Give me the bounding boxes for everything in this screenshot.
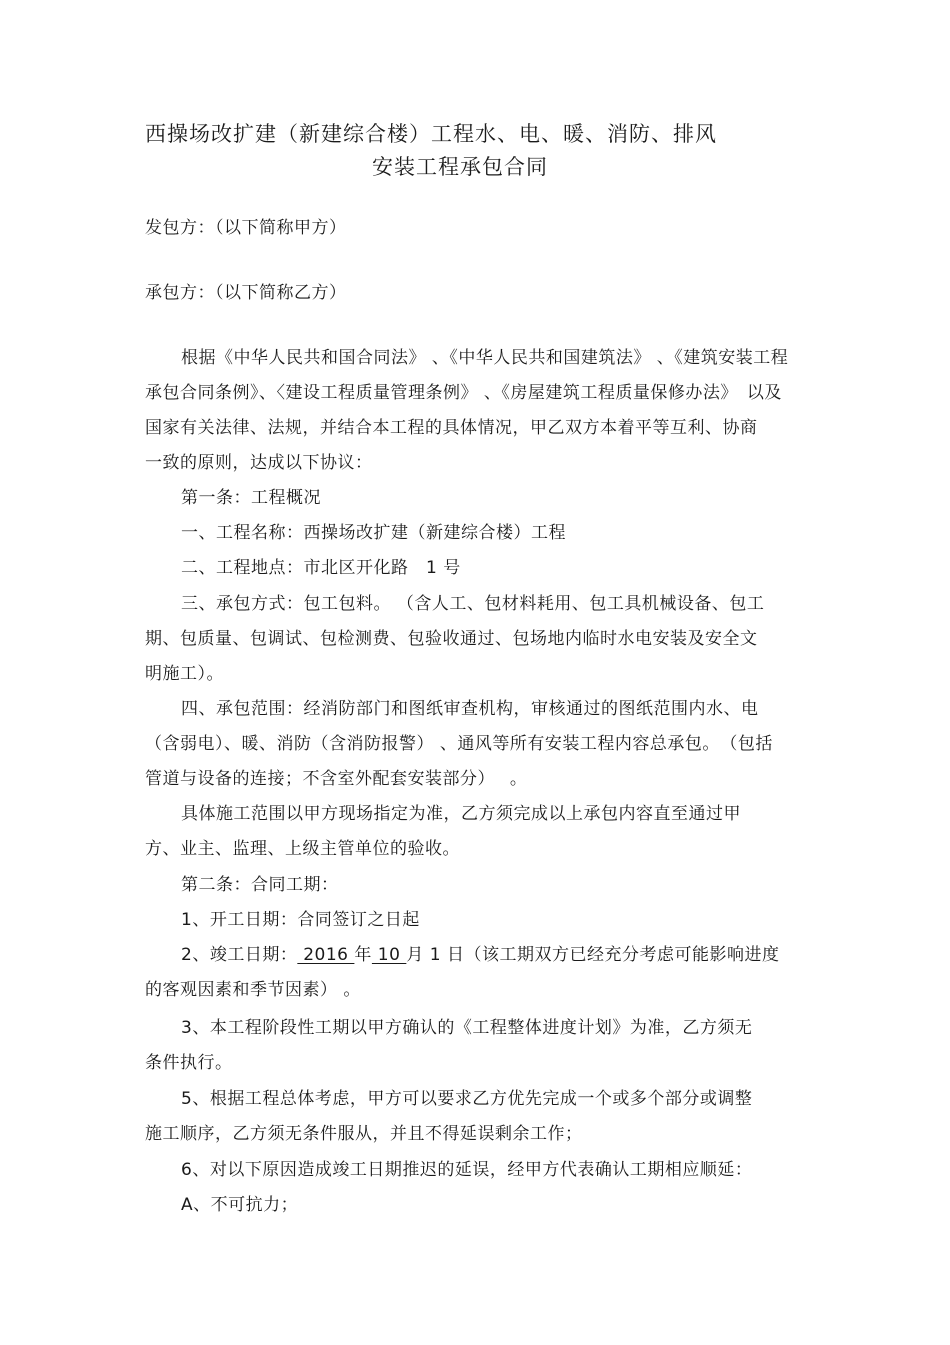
article1-heading: 第一条：工程概况 [181, 488, 321, 508]
contract-mode-line-3: 明施工）。 [145, 664, 224, 684]
priority-line-1: 5、根据工程总体考虑，甲方可以要求乙方优先完成一个或多个部分或调整 [181, 1089, 753, 1109]
end-date-prefix: 2、竣工日期： [181, 945, 298, 965]
preamble-line-4: 一致的原则，达成以下协议： [145, 453, 373, 473]
contract-mode-line-2: 期、包质量、包调试、包检测费、包验收通过、包场地内临时水电安装及安全文 [145, 629, 758, 649]
end-date-year-unit: 年 [354, 945, 372, 965]
start-date: 1、开工日期：合同签订之日起 [181, 910, 420, 930]
delay-clause: 6、对以下原因造成竣工日期推迟的延误，经甲方代表确认工期相应顺延： [181, 1160, 753, 1180]
force-majeure: A、不可抗力； [181, 1195, 299, 1215]
priority-line-2: 施工顺序，乙方须无条件服从，并且不得延误剩余工作； [145, 1124, 583, 1144]
phase-schedule-line-1: 3、本工程阶段性工期以甲方确认的《工程整体进度计划》为准，乙方须无 [181, 1018, 753, 1038]
scope-line-2: （含弱电）、暖、消防（含消防报警） 、通风等所有安装工程内容总承包。 （包括 [145, 734, 773, 754]
project-name: 一、工程名称：西操场改扩建（新建综合楼）工程 [181, 523, 566, 543]
scope-line-3: 管道与设备的连接；不含室外配套安装部分） 。 [145, 769, 528, 789]
end-date-month-unit: 月 [406, 945, 424, 965]
end-date-day-note: 1 日（该工期双方已经充分考虑可能影响进度 [423, 945, 780, 965]
preamble-line-2: 承包合同条例》、〈建设工程质量管理条例》 、《房屋建筑工程质量保修办法》 以及 [145, 383, 782, 403]
scope-detail-line-2: 方、业主、监理、上级主管单位的验收。 [145, 839, 460, 859]
issuer-party: 发包方：（以下简称甲方） [145, 218, 347, 238]
scope-detail-line-1: 具体施工范围以甲方现场指定为准，乙方须完成以上承包内容直至通过甲 [181, 804, 741, 824]
title-line-2: 安装工程承包合同 [372, 155, 548, 179]
end-date-year: 2016 [297, 945, 355, 965]
scope-line-1: 四、承包范围：经消防部门和图纸审查机构，审核通过的图纸范围内水、电 [181, 699, 759, 719]
title-line-1: 西操场改扩建（新建综合楼）工程水、电、暖、消防、排风 [145, 122, 717, 146]
preamble-line-1: 根据《中华人民共和国合同法》 、《中华人民共和国建筑法》 、《建筑安装工程 [181, 348, 789, 368]
contractor-party: 承包方：（以下简称乙方） [145, 283, 347, 303]
end-date-line-2: 的客观因素和季节因素） 。 [145, 980, 361, 1000]
contract-mode-line-1: 三、承包方式：包工包料。 （含人工、包材料耗用、包工具机械设备、包工 [181, 594, 765, 614]
end-date-line-1 [181, 943, 779, 967]
preamble-line-3: 国家有关法律、法规，并结合本工程的具体情况，甲乙双方本着平等互利、协商 [145, 418, 758, 438]
end-date-month: 10 [371, 945, 407, 965]
article2-heading: 第二条：合同工期： [181, 875, 339, 895]
project-location: 二、工程地点：市北区开化路 1 号 [181, 558, 461, 578]
phase-schedule-line-2: 条件执行。 [145, 1053, 233, 1073]
